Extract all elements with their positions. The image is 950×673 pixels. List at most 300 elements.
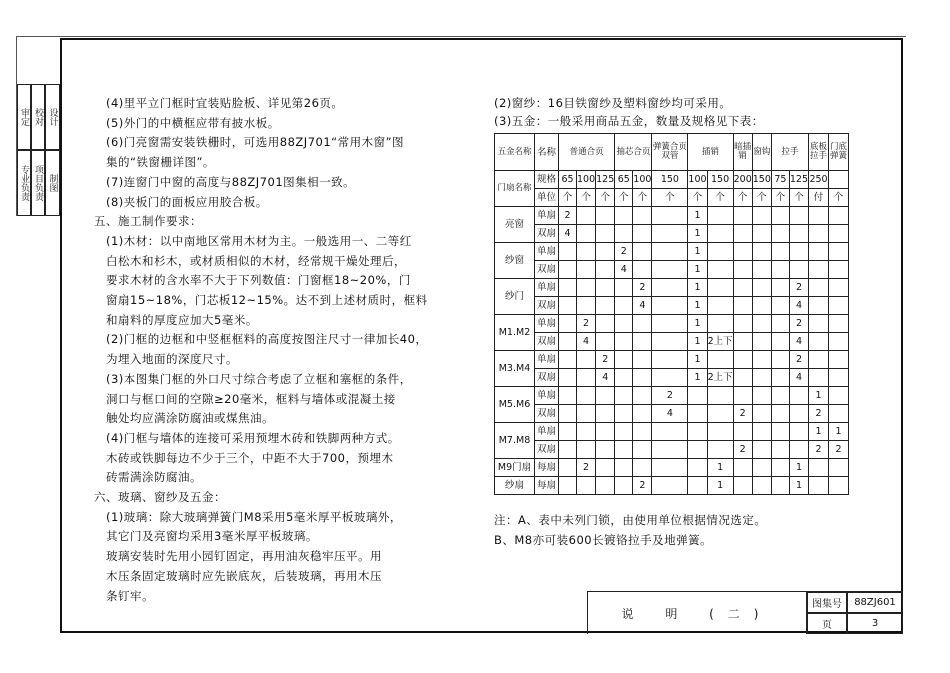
quantity-cell [752, 423, 771, 441]
quantity-cell [771, 387, 789, 405]
quantity-cell [789, 387, 808, 405]
unit-cell: 个 [615, 189, 633, 207]
quantity-cell [615, 459, 633, 477]
table-row [495, 333, 849, 351]
quantity-cell [809, 351, 829, 369]
quantity-cell [633, 441, 652, 459]
quantity-cell [688, 441, 707, 459]
quantity-cell [615, 225, 633, 243]
text-line: 集的“铁窗栅详图”。 [106, 155, 215, 170]
sheet-title: 说 明 (二) [587, 592, 807, 634]
quantity-cell [809, 297, 829, 315]
table-note-a: 注：A、表中未列门锁，由使用单位根据情况选定。 [494, 513, 767, 527]
quantity-cell [652, 351, 688, 369]
text-line: 窗扇15~18%，门芯板12~15%。达不到上述材质时，框料 [106, 293, 428, 307]
quantity-cell [615, 423, 633, 441]
quantity-cell [615, 315, 633, 333]
unit-cell: 付 [809, 189, 829, 207]
quantity-cell [829, 333, 849, 351]
table-row [495, 477, 849, 495]
quantity-cell [596, 423, 615, 441]
quantity-cell [559, 279, 577, 297]
table-row [495, 351, 849, 369]
quantity-cell [771, 297, 789, 315]
quantity-cell: 1 [688, 261, 707, 279]
text-line: 六、玻璃、窗纱及五金： [94, 490, 226, 504]
quantity-cell [633, 207, 652, 225]
quantity-cell [577, 225, 596, 243]
quantity-cell [577, 351, 596, 369]
hardware-table [494, 133, 849, 495]
text-line: (3)本图集门框的外口尺寸综合考虑了立框和塞框的条件， [106, 371, 412, 386]
unit-cell: 个 [577, 189, 596, 207]
quantity-cell [829, 369, 849, 387]
quantity-cell [733, 333, 752, 351]
quantity-cell [559, 477, 577, 495]
hardware-group-header: 插销 [688, 134, 733, 171]
quantity-cell [829, 297, 849, 315]
quantity-cell: 4 [633, 297, 652, 315]
table-note-b: B、M8亦可装600长镀铬拉手及地弹簧。 [494, 533, 713, 547]
quantity-cell [633, 351, 652, 369]
quantity-cell [752, 477, 771, 495]
quantity-cell: 1 [707, 477, 733, 495]
quantity-cell [809, 261, 829, 279]
quantity-cell [771, 405, 789, 423]
quantity-cell [596, 243, 615, 261]
quantity-cell [752, 459, 771, 477]
table-row [495, 405, 849, 423]
quantity-cell: 1 [688, 207, 707, 225]
door-type-cell: 纱扇 [495, 477, 535, 495]
quantity-cell: 2 [577, 459, 596, 477]
quantity-cell [829, 459, 849, 477]
quantity-cell [829, 477, 849, 495]
quantity-cell [771, 423, 789, 441]
quantity-cell [596, 459, 615, 477]
leaf-type-cell: 每扇 [535, 459, 559, 477]
leaf-type-cell: 单扇 [535, 315, 559, 333]
quantity-cell [771, 261, 789, 279]
quantity-cell: 2上下 [707, 369, 733, 387]
quantity-cell: 1 [809, 423, 829, 441]
quantity-cell [652, 261, 688, 279]
quantity-cell: 2 [789, 351, 808, 369]
quantity-cell [829, 405, 849, 423]
quantity-cell [707, 207, 733, 225]
quantity-cell [633, 387, 652, 405]
quantity-cell [771, 351, 789, 369]
quantity-cell [752, 333, 771, 351]
quantity-cell [652, 441, 688, 459]
unit-cell: 个 [789, 189, 808, 207]
quantity-cell: 2 [809, 405, 829, 423]
quantity-cell [809, 333, 829, 351]
quantity-cell [771, 369, 789, 387]
quantity-cell [559, 459, 577, 477]
quantity-cell [559, 405, 577, 423]
quantity-cell [596, 333, 615, 351]
table-row [495, 297, 849, 315]
table-row [495, 459, 849, 477]
text-line: (8)夹板门的面板应用胶合板。 [106, 194, 268, 209]
spec-cell: 65 [559, 171, 577, 189]
sidebox-cell: 校对 [31, 84, 45, 150]
leaf-type-cell: 双扇 [535, 297, 559, 315]
text-line: 白松木和杉木，或材质相似的木材，经常规干燥处理后， [106, 253, 406, 268]
quantity-cell [615, 405, 633, 423]
quantity-cell [577, 441, 596, 459]
quantity-cell [577, 477, 596, 495]
quantity-cell: 1 [688, 333, 707, 351]
quantity-cell [752, 351, 771, 369]
text-line: (1)玻璃：除大玻璃弹簧门M8采用5毫米厚平板玻璃外， [106, 509, 402, 524]
quantity-cell [771, 315, 789, 333]
quantity-cell [615, 333, 633, 351]
quantity-cell [652, 459, 688, 477]
quantity-cell: 1 [829, 423, 849, 441]
quantity-cell [633, 315, 652, 333]
quantity-cell [707, 243, 733, 261]
text-line: 要求木材的含水率不大于下列数值：门窗框18~20%，门 [106, 273, 411, 288]
text-line: 和扇料的厚度应加大5毫米。 [106, 312, 258, 327]
text-line: (7)连窗门中窗的高度与88ZJ701图集相一致。 [106, 174, 356, 189]
text-line: 砖需满涂防腐油。 [106, 470, 202, 485]
quantity-cell [615, 207, 633, 225]
quantity-cell [707, 261, 733, 279]
table-row [495, 423, 849, 441]
spec-cell: 150 [652, 171, 688, 189]
quantity-cell: 4 [596, 369, 615, 387]
spec-cell: 150 [752, 171, 771, 189]
table-corner-bottom: 门扇名称 [495, 171, 535, 207]
door-type-cell: M9门扇 [495, 459, 535, 477]
quantity-cell [752, 315, 771, 333]
quantity-cell [752, 279, 771, 297]
quantity-cell [559, 441, 577, 459]
quantity-cell [596, 279, 615, 297]
quantity-cell [652, 423, 688, 441]
spec-cell: 75 [771, 171, 789, 189]
leaf-type-cell: 单扇 [535, 387, 559, 405]
quantity-cell [733, 297, 752, 315]
quantity-cell [633, 405, 652, 423]
quantity-cell [707, 423, 733, 441]
quantity-cell [789, 207, 808, 225]
quantity-cell: 2 [733, 405, 752, 423]
quantity-cell: 1 [809, 387, 829, 405]
quantity-cell [829, 243, 849, 261]
quantity-cell [809, 315, 829, 333]
quantity-cell: 4 [559, 225, 577, 243]
quantity-cell [688, 423, 707, 441]
outer-border-top [16, 36, 906, 37]
quantity-cell [829, 279, 849, 297]
leaf-type-cell: 单扇 [535, 423, 559, 441]
quantity-cell [652, 279, 688, 297]
quantity-cell: 1 [707, 459, 733, 477]
quantity-cell [771, 207, 789, 225]
leaf-type-cell: 双扇 [535, 261, 559, 279]
quantity-cell [733, 315, 752, 333]
quantity-cell [809, 279, 829, 297]
quantity-cell: 1 [789, 477, 808, 495]
table-row [495, 369, 849, 387]
unit-cell: 个 [652, 189, 688, 207]
quantity-cell [809, 207, 829, 225]
quantity-cell [707, 297, 733, 315]
quantity-cell: 2 [809, 441, 829, 459]
quantity-cell [596, 261, 615, 279]
quantity-cell [688, 387, 707, 405]
table-row [495, 261, 849, 279]
hardware-group-header: 抽芯合页 [615, 134, 652, 171]
quantity-cell [733, 225, 752, 243]
quantity-cell [707, 279, 733, 297]
quantity-cell [789, 441, 808, 459]
spec-cell: 100 [577, 171, 596, 189]
text-line: 其它门及亮窗均采用3毫米厚平板玻璃。 [106, 529, 318, 544]
quantity-cell: 2 [559, 207, 577, 225]
spec-cell: 250 [809, 171, 829, 189]
quantity-cell [633, 333, 652, 351]
quantity-cell [596, 315, 615, 333]
leaf-type-cell: 单扇 [535, 243, 559, 261]
quantity-cell [652, 207, 688, 225]
quantity-cell [771, 225, 789, 243]
quantity-cell: 1 [688, 225, 707, 243]
hardware-group-header: 窗钩 [752, 134, 771, 171]
quantity-cell [733, 477, 752, 495]
quantity-cell [559, 261, 577, 279]
spec-cell: 100 [633, 171, 652, 189]
table-row [495, 315, 849, 333]
quantity-cell [733, 261, 752, 279]
unit-cell: 个 [559, 189, 577, 207]
text-line: 洞口与框口间的空隙≥20毫米，框料与墙体或混凝土接 [106, 391, 396, 406]
unit-cell: 个 [733, 189, 752, 207]
table-row [495, 387, 849, 405]
text-line: 为埋入地面的深度尺寸。 [106, 352, 238, 367]
door-type-cell: 纱门 [495, 279, 535, 315]
quantity-cell [771, 279, 789, 297]
text-line: (4)里平立门框时宜装贴脸板、详见第26页。 [106, 96, 344, 110]
leaf-type-cell: 单扇 [535, 207, 559, 225]
quantity-cell [652, 477, 688, 495]
hardware-group-header: 门底弹簧 [829, 134, 849, 171]
quantity-cell [733, 279, 752, 297]
leaf-type-cell: 双扇 [535, 369, 559, 387]
door-type-cell: M3.M4 [495, 351, 535, 387]
table-corner-top: 五金名称 [495, 134, 535, 171]
unit-cell: 个 [752, 189, 771, 207]
quantity-cell: 4 [652, 405, 688, 423]
quantity-cell: 1 [688, 297, 707, 315]
text-line: 五、施工制作要求： [94, 214, 202, 229]
unit-cell: 个 [688, 189, 707, 207]
quantity-cell [577, 207, 596, 225]
quantity-cell [559, 351, 577, 369]
quantity-cell [752, 243, 771, 261]
quantity-cell [652, 369, 688, 387]
leaf-type-cell: 双扇 [535, 405, 559, 423]
quantity-cell [577, 297, 596, 315]
quantity-cell [789, 405, 808, 423]
quantity-cell [752, 261, 771, 279]
quantity-cell [596, 441, 615, 459]
quantity-cell [652, 243, 688, 261]
quantity-cell [596, 387, 615, 405]
quantity-cell [829, 261, 849, 279]
spec-cell: 200 [733, 171, 752, 189]
quantity-cell [559, 387, 577, 405]
text-line: 玻璃安装时先用小园钉固定，再用油灰稳牢压平。用 [106, 549, 382, 564]
quantity-cell: 4 [789, 333, 808, 351]
quantity-cell: 1 [688, 315, 707, 333]
quantity-cell [752, 405, 771, 423]
quantity-cell: 2上下 [707, 333, 733, 351]
quantity-cell [615, 477, 633, 495]
text-line: 木砖或铁脚每边不少于三个，中距不大于700，预埋木 [106, 450, 394, 465]
quantity-cell [733, 207, 752, 225]
quantity-cell: 1 [688, 243, 707, 261]
quantity-cell: 2 [789, 315, 808, 333]
table-row [495, 225, 849, 243]
quantity-cell [771, 477, 789, 495]
quantity-cell: 2 [829, 441, 849, 459]
quantity-cell [596, 477, 615, 495]
table-row [495, 207, 849, 225]
leaf-type-cell: 双扇 [535, 441, 559, 459]
hardware-group-header: 弹簧合页双管 [652, 134, 688, 171]
quantity-cell [809, 477, 829, 495]
quantity-cell [596, 297, 615, 315]
quantity-cell [596, 225, 615, 243]
sidebox-cell: 专业负责 [17, 150, 31, 216]
quantity-cell: 2 [652, 387, 688, 405]
quantity-cell [615, 297, 633, 315]
sidebox-cell: 项目负责 [31, 150, 45, 216]
spec-cell [829, 171, 849, 189]
quantity-cell [733, 243, 752, 261]
quantity-cell [615, 387, 633, 405]
approval-sidebox [17, 84, 60, 216]
door-type-cell: M5.M6 [495, 387, 535, 423]
quantity-cell [652, 297, 688, 315]
quantity-cell [707, 387, 733, 405]
unit-label-cell: 单位 [535, 189, 559, 207]
quantity-cell [752, 207, 771, 225]
quantity-cell [577, 423, 596, 441]
text-line: (1)木材：以中南地区常用木材为主。一般选用一、二等红 [106, 233, 412, 248]
quantity-cell [688, 405, 707, 423]
quantity-cell [633, 459, 652, 477]
quantity-cell [771, 459, 789, 477]
hardware-group-header: 底板拉手 [809, 134, 829, 171]
hardware-group-header: 普通合页 [559, 134, 615, 171]
name-label-cell: 名称 [535, 134, 559, 171]
door-type-cell: M7.M8 [495, 423, 535, 459]
quantity-cell [707, 225, 733, 243]
quantity-cell [652, 225, 688, 243]
quantity-cell [752, 387, 771, 405]
quantity-cell: 2 [733, 441, 752, 459]
quantity-cell [771, 333, 789, 351]
quantity-cell: 1 [688, 369, 707, 387]
quantity-cell [733, 387, 752, 405]
quantity-cell [707, 315, 733, 333]
quantity-cell [615, 369, 633, 387]
quantity-cell [733, 423, 752, 441]
quantity-cell [633, 243, 652, 261]
unit-cell: 个 [829, 189, 849, 207]
quantity-cell [596, 405, 615, 423]
spec-cell: 150 [707, 171, 733, 189]
quantity-cell [559, 333, 577, 351]
quantity-cell [577, 405, 596, 423]
sidebox-cell: 设计 [45, 84, 60, 150]
quantity-cell: 4 [789, 369, 808, 387]
quantity-cell: 1 [688, 279, 707, 297]
door-type-cell: M1.M2 [495, 315, 535, 351]
quantity-cell: 2 [596, 351, 615, 369]
quantity-cell [577, 261, 596, 279]
quantity-cell [577, 369, 596, 387]
spec-label-cell: 规格 [535, 171, 559, 189]
quantity-cell [652, 315, 688, 333]
quantity-cell [752, 297, 771, 315]
text-line: 触处均应满涂防腐油或煤焦油。 [106, 411, 274, 426]
quantity-cell [615, 441, 633, 459]
door-type-cell: 纱窗 [495, 243, 535, 279]
quantity-cell [615, 351, 633, 369]
quantity-cell [733, 351, 752, 369]
quantity-cell [752, 369, 771, 387]
quantity-cell [633, 261, 652, 279]
quantity-cell [688, 477, 707, 495]
quantity-cell [771, 441, 789, 459]
quantity-cell: 4 [789, 297, 808, 315]
leaf-type-cell: 每扇 [535, 477, 559, 495]
table-row [495, 279, 849, 297]
hardware-group-header: 暗插销 [733, 134, 752, 171]
quantity-cell [707, 405, 733, 423]
quantity-cell [559, 315, 577, 333]
quantity-cell: 4 [577, 333, 596, 351]
quantity-cell [829, 351, 849, 369]
quantity-cell [752, 225, 771, 243]
atlas-number: 88ZJ601 [847, 592, 903, 613]
quantity-cell [809, 225, 829, 243]
quantity-cell [733, 369, 752, 387]
leaf-type-cell: 双扇 [535, 225, 559, 243]
quantity-cell [633, 225, 652, 243]
leaf-type-cell: 单扇 [535, 279, 559, 297]
quantity-cell [559, 297, 577, 315]
page-label: 页 [807, 613, 847, 634]
quantity-cell [789, 243, 808, 261]
quantity-cell [829, 225, 849, 243]
text-line: (4)门框与墙体的连接可采用预埋木砖和铁脚两种方式。 [106, 430, 400, 445]
quantity-cell: 2 [789, 279, 808, 297]
quantity-cell [733, 459, 752, 477]
spec-cell: 65 [615, 171, 633, 189]
page-number: 3 [847, 613, 903, 634]
quantity-cell: 2 [615, 243, 633, 261]
hardware-group-header: 拉手 [771, 134, 808, 171]
text-line: 条钉牢。 [106, 588, 154, 603]
quantity-cell [809, 369, 829, 387]
